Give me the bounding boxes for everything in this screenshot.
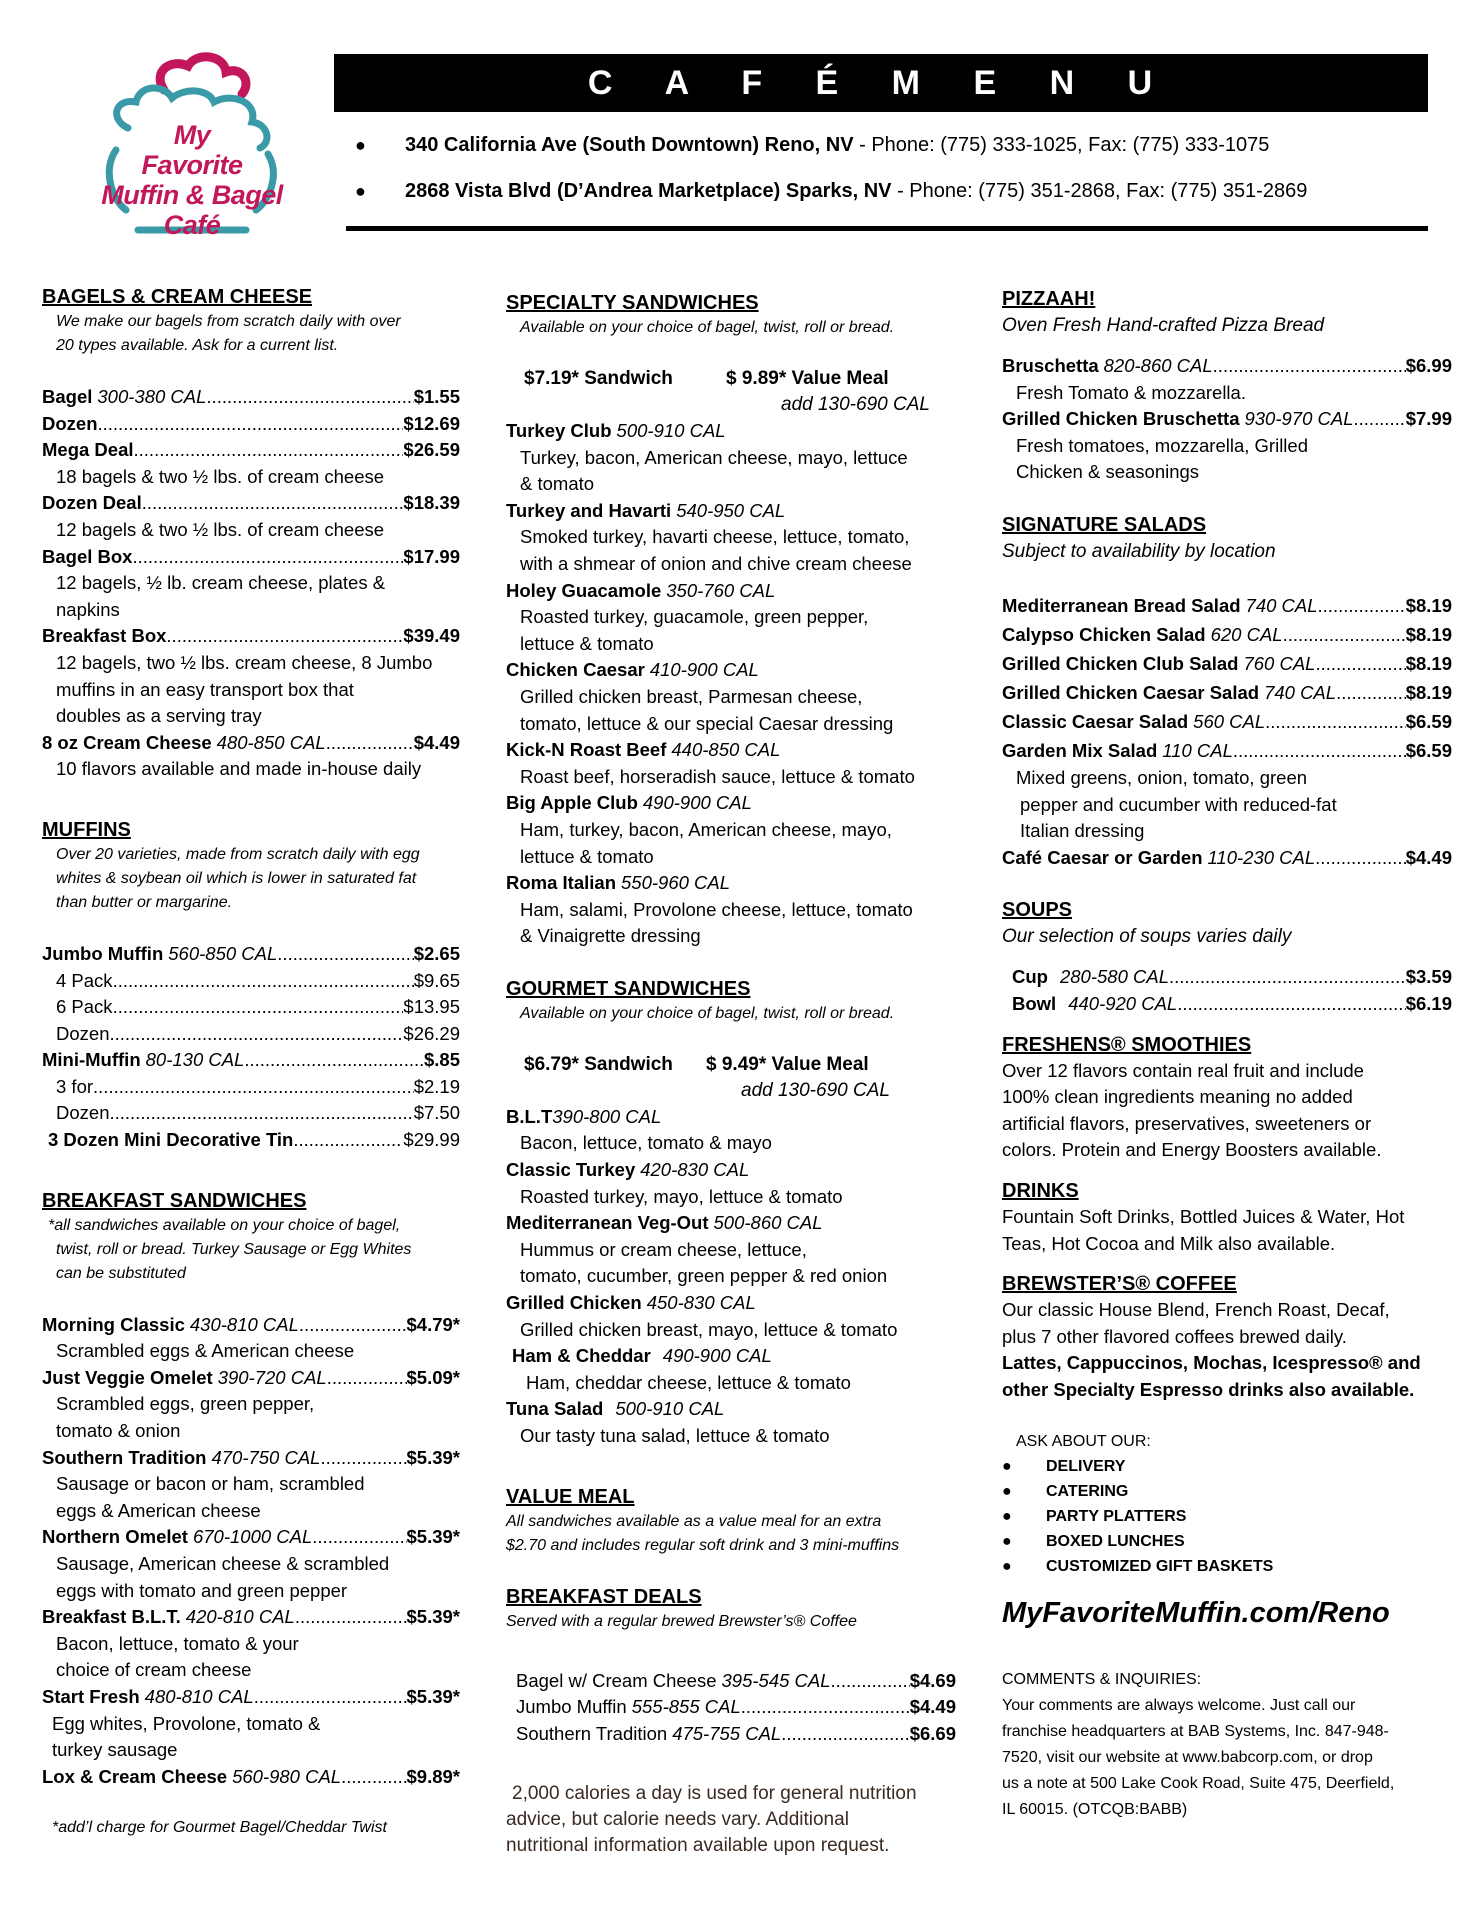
section-text: Over 12 flavors contain real fruit and include — [1002, 1059, 1364, 1081]
item-description: Roasted turkey, mayo, lettuce & tomato — [520, 1185, 843, 1207]
item-description: Chicken & seasonings — [1016, 461, 1200, 483]
page-title: C A F É M E N U — [334, 54, 1428, 112]
item-description: Roasted turkey, guacamole, green pepper, — [520, 606, 869, 628]
section-note: than butter or margarine. — [56, 893, 233, 911]
logo-line-1: My — [173, 120, 211, 150]
menu-item: Jumbo Muffin 555-855 CAL ..... $4.49 — [506, 1694, 956, 1721]
item-description: 18 bagels & two ½ lbs. of cream cheese — [56, 465, 385, 487]
section-note: 20 types available. Ask for a current list. — [56, 337, 339, 354]
menu-item: Bagel 300-380 CAL ..... $1.55 — [42, 384, 460, 411]
menu-item: Bruschetta 820-860 CAL ..... $6.99 — [1002, 353, 1452, 380]
section-title-salads: SIGNATURE SALADS — [1002, 513, 1207, 536]
menu-item: Grilled Chicken 450-830 CAL — [506, 1292, 756, 1314]
item-description: Ham, turkey, bacon, American cheese, mayo, — [520, 818, 892, 840]
item-description: Sausage, American cheese & scrambled — [56, 1553, 390, 1574]
item-description: Roast beef, horseradish sauce, lettuce & tomato — [520, 765, 915, 787]
section-text: 100% clean ingredients meaning no added — [1002, 1086, 1353, 1108]
logo-text — [92, 120, 292, 240]
list-item: ● DELIVERY — [1002, 1454, 1452, 1479]
section-note: whites & soybean oil which is lower in saturated fat — [56, 869, 417, 887]
cafe-logo — [92, 50, 292, 240]
menu-item: Breakfast Box ..... $39.49 — [42, 623, 460, 650]
section-title-muffins: MUFFINS — [42, 818, 131, 841]
section-title-breakfast-deals: BREAKFAST DEALS — [506, 1585, 702, 1608]
section-note: Subject to availability by location — [1002, 540, 1276, 562]
menu-subitem: 3 for ..... $2.19 — [42, 1074, 460, 1101]
section-title-gourmet: GOURMET SANDWICHES — [506, 977, 751, 1000]
footnote: *add’l charge for Gourmet Bagel/Cheddar Twist — [52, 1819, 387, 1837]
section-title-drinks: DRINKS — [1002, 1179, 1079, 1202]
menu-item: Bowl 440-920 CAL ..... $6.19 — [1002, 991, 1452, 1018]
section-text: other Specialty Espresso drinks also available. — [1002, 1378, 1415, 1400]
section-text: Fountain Soft Drinks, Bottled Juices & Water, Hot — [1002, 1205, 1405, 1227]
section-title-bagels: BAGELS & CREAM CHEESE — [42, 286, 313, 308]
price-row: $6.79* Sandwich $ 9.49* Value Meal — [524, 1053, 869, 1075]
website-link[interactable]: MyFavoriteMuffin.com/Reno — [1002, 1597, 1390, 1630]
section-note: Our selection of soups varies daily — [1002, 926, 1292, 948]
menu-item: Bagel Box ..... $17.99 — [42, 544, 460, 571]
section-note: All sandwiches available as a value meal for an extra — [506, 1512, 882, 1530]
section-title-specialty: SPECIALTY SANDWICHES — [506, 292, 759, 314]
section-title-value-meal: VALUE MEAL — [506, 1485, 635, 1508]
menu-subitem: 4 Pack ..... $9.65 — [42, 968, 460, 995]
section-note: Over 20 varieties, made from scratch daily with egg — [56, 845, 420, 863]
item-description: Ham, cheddar cheese, lettuce & tomato — [526, 1371, 851, 1393]
item-description: eggs & American cheese — [56, 1499, 261, 1521]
menu-item: Dozen Deal ..... $18.39 — [42, 490, 460, 517]
meal-calories: add 130-690 CAL — [781, 394, 930, 415]
menu-item: Grilled Chicken Bruschetta 930-970 CAL ..... $7.99 — [1002, 406, 1452, 433]
item-description: Scrambled eggs, green pepper, — [56, 1393, 315, 1415]
menu-item: Big Apple Club 490-900 CAL — [506, 792, 752, 814]
section-text: artificial flavors, preservatives, sweeteners or — [1002, 1112, 1372, 1134]
address-sparks-location: 2868 Vista Blvd (D’Andrea Marketplace) Sparks, NV — [405, 180, 892, 202]
item-description: choice of cream cheese — [56, 1659, 252, 1681]
address-sparks-phone: - Phone: (775) 351-2868, Fax: (775) 351-2869 — [891, 180, 1308, 202]
section-text: colors. Protein and Energy Boosters available. — [1002, 1139, 1382, 1161]
logo-line-4: Café — [163, 210, 221, 240]
item-description: tomato, lettuce & our special Caesar dressing — [520, 712, 894, 734]
list-item: ● BOXED LUNCHES — [1002, 1529, 1452, 1554]
item-description: eggs with tomato and green pepper — [56, 1579, 348, 1601]
item-description: with a shmear of onion and chive cream cheese — [520, 552, 912, 574]
item-description: lettuce & tomato — [520, 845, 654, 867]
item-description: Italian dressing — [1020, 820, 1145, 842]
calorie-note: advice, but calorie needs vary. Additional — [506, 1809, 849, 1831]
menu-item: Just Veggie Omelet 390-720 CAL ..... $5.09* — [42, 1365, 460, 1392]
bullet-icon: ● — [355, 135, 366, 155]
list-item: ● CATERING — [1002, 1479, 1452, 1504]
menu-item: Jumbo Muffin 560-850 CAL ..... $2.65 — [42, 941, 460, 968]
section-note: Available on your choice of bagel, twist, roll or bread. — [520, 319, 895, 336]
comments-text: IL 60015. (OTCQB:BABB) — [1002, 1801, 1188, 1819]
item-description: 12 bagels, two ½ lbs. cream cheese, 8 Jumbo — [56, 651, 433, 673]
item-description: 10 flavors available and made in-house daily — [56, 758, 422, 780]
logo-line-3: Muffin & Bagel — [101, 180, 283, 210]
menu-item: Chicken Caesar 410-900 CAL — [506, 659, 759, 681]
menu-item: Start Fresh 480-810 CAL ..... $5.39* — [42, 1684, 460, 1711]
menu-item: Café Caesar or Garden 110-230 CAL ..... $4.49 — [1002, 845, 1452, 872]
menu-item: Kick-N Roast Beef 440-850 CAL — [506, 739, 781, 761]
item-description: Our tasty tuna salad, lettuce & tomato — [520, 1425, 830, 1446]
menu-item: Southern Tradition 470-750 CAL ..... $5.39* — [42, 1445, 460, 1472]
menu-item: Cup 280-580 CAL ..... $3.59 — [1002, 964, 1452, 991]
comments-text: 7520, visit our website at www.babcorp.com, or drop — [1002, 1749, 1373, 1767]
address-reno-phone: - Phone: (775) 333-1025, Fax: (775) 333-1075 — [853, 134, 1270, 156]
menu-item: Breakfast B.L.T. 420-810 CAL ..... $5.39* — [42, 1604, 460, 1631]
item-description: Turkey, bacon, American cheese, mayo, lettuce — [520, 446, 908, 468]
section-text: Teas, Hot Cocoa and Milk also available. — [1002, 1232, 1336, 1254]
section-note: We make our bagels from scratch daily with over — [56, 313, 401, 330]
calorie-note: nutritional information available upon request. — [506, 1835, 890, 1857]
menu-item: Classic Caesar Salad 560 CAL ..... $6.59 — [1002, 707, 1452, 736]
comments-text: franchise headquarters at BAB Systems, Inc. 847-948- — [1002, 1723, 1389, 1741]
menu-item: Bagel w/ Cream Cheese 395-545 CAL ..... $4.69 — [506, 1668, 956, 1695]
price-row: $7.19* Sandwich $ 9.89* Value Meal — [524, 368, 889, 389]
column-middle — [506, 290, 956, 1859]
bullet-icon: ● — [355, 181, 366, 201]
section-note: can be substituted — [56, 1264, 186, 1282]
menu-item: Southern Tradition 475-755 CAL ..... $6.69 — [506, 1721, 956, 1748]
bullet-icon: ● — [1002, 1458, 1012, 1476]
item-description: Bacon, lettuce, tomato & your — [56, 1632, 299, 1654]
list-item: ● CUSTOMIZED GIFT BASKETS — [1002, 1554, 1452, 1579]
menu-item: 3 Dozen Mini Decorative Tin ..... $29.99 — [42, 1127, 460, 1154]
section-title-coffee: BREWSTER’S® COFFEE — [1002, 1273, 1237, 1296]
column-right — [1002, 286, 1452, 1823]
section-note: Available on your choice of bagel, twist, roll or bread. — [520, 1004, 895, 1022]
bullet-icon: ● — [1002, 1508, 1012, 1526]
menu-item: Lox & Cream Cheese 560-980 CAL ..... $9.89* — [42, 1764, 460, 1791]
section-note: *all sandwiches available on your choice of bagel, — [48, 1216, 401, 1234]
item-description: Grilled chicken breast, mayo, lettuce & tomato — [520, 1318, 898, 1340]
menu-item: Turkey and Havarti 540-950 CAL — [506, 499, 786, 521]
item-description: & tomato — [520, 473, 595, 495]
menu-item: Mediterranean Bread Salad 740 CAL ..... $8.19 — [1002, 591, 1452, 620]
item-description: napkins — [56, 598, 120, 620]
menu-item: Holey Guacamole 350-760 CAL — [506, 579, 776, 601]
menu-item: Garden Mix Salad 110 CAL ..... $6.59 — [1002, 736, 1452, 765]
item-description: Fresh Tomato & mozzarella. — [1016, 381, 1246, 403]
logo-line-2: Favorite — [141, 150, 243, 180]
item-description: & Vinaigrette dressing — [520, 925, 701, 947]
section-note: Oven Fresh Hand-crafted Pizza Bread — [1002, 315, 1325, 336]
section-title-soups: SOUPS — [1002, 899, 1073, 922]
item-description: Ham, salami, Provolone cheese, lettuce, tomato — [520, 898, 913, 920]
comments-title: COMMENTS & INQUIRIES: — [1002, 1671, 1202, 1689]
menu-item: Grilled Chicken Caesar Salad 740 CAL ..... $8.19 — [1002, 678, 1452, 707]
ask-about-title: ASK ABOUT OUR: — [1016, 1433, 1151, 1451]
menu-item: Mega Deal ..... $26.59 — [42, 437, 460, 464]
item-description: Bacon, lettuce, tomato & mayo — [520, 1132, 772, 1154]
section-text: plus 7 other flavored coffees brewed daily. — [1002, 1325, 1347, 1347]
menu-item: Roma Italian 550-960 CAL — [506, 872, 731, 894]
meal-calories: add 130-690 CAL — [741, 1079, 890, 1101]
menu-item: Tuna Salad 500-910 CAL — [506, 1398, 725, 1420]
comments-text: Your comments are always welcome. Just call our — [1002, 1697, 1356, 1715]
item-description: Smoked turkey, havarti cheese, lettuce, tomato, — [520, 526, 910, 548]
menu-item: Mini-Muffin 80-130 CAL ..... $.85 — [42, 1047, 460, 1074]
item-description: tomato, cucumber, green pepper & red onion — [520, 1265, 888, 1287]
section-title-smoothies: FRESHENS® SMOOTHIES — [1002, 1033, 1252, 1056]
section-text: Our classic House Blend, French Roast, Decaf, — [1002, 1299, 1390, 1321]
item-description: 12 bagels & two ½ lbs. of cream cheese — [56, 518, 385, 540]
item-description: Mixed greens, onion, tomato, green — [1016, 766, 1308, 788]
menu-item: Morning Classic 430-810 CAL ..... $4.79* — [42, 1312, 460, 1339]
menu-subitem: 6 Pack ..... $13.95 — [42, 994, 460, 1021]
menu-item: Grilled Chicken Club Salad 760 CAL ..... $8.19 — [1002, 649, 1452, 678]
section-note: twist, roll or bread. Turkey Sausage or Egg Whites — [56, 1240, 412, 1258]
menu-item: Ham & Cheddar 490-900 CAL — [512, 1345, 772, 1367]
item-description: Egg whites, Provolone, tomato & — [52, 1712, 321, 1734]
item-description: 12 bagels, ½ lb. cream cheese, plates & — [56, 572, 386, 594]
section-title-breakfast-sandwiches: BREAKFAST SANDWICHES — [42, 1189, 307, 1212]
item-description: lettuce & tomato — [520, 632, 654, 654]
calorie-note: 2,000 calories a day is used for general nutrition — [512, 1783, 917, 1805]
menu-item: Turkey Club 500-910 CAL — [506, 420, 726, 441]
comments-text: us a note at 500 Lake Cook Road, Suite 475, Deerfield, — [1002, 1775, 1395, 1793]
menu-subitem: Dozen ..... $7.50 — [42, 1100, 460, 1127]
column-left — [42, 284, 460, 1840]
section-note: $2.70 and includes regular soft drink and 3 mini-muffins — [506, 1536, 900, 1554]
bullet-icon: ● — [1002, 1558, 1012, 1576]
item-description: tomato & onion — [56, 1420, 181, 1442]
menu-item: Calypso Chicken Salad 620 CAL ..... $8.19 — [1002, 620, 1452, 649]
bullet-icon: ● — [1002, 1533, 1012, 1551]
item-description: Fresh tomatoes, mozzarella, Grilled — [1016, 434, 1308, 456]
item-description: Sausage or bacon or ham, scrambled — [56, 1473, 365, 1495]
item-description: Scrambled eggs & American cheese — [56, 1340, 355, 1362]
item-description: doubles as a serving tray — [56, 705, 262, 727]
item-description: pepper and cucumber with reduced-fat — [1020, 793, 1337, 815]
item-description: Hummus or cream cheese, lettuce, — [520, 1238, 807, 1260]
section-title-pizza: PIZZAAH! — [1002, 288, 1096, 310]
address-reno-location: 340 California Ave (South Downtown) Reno, NV — [405, 134, 854, 156]
header-divider — [346, 226, 1428, 231]
menu-item: Northern Omelet 670-1000 CAL ..... $5.39* — [42, 1524, 460, 1551]
bullet-icon: ● — [1002, 1483, 1012, 1501]
section-note: Served with a regular brewed Brewster’s® Coffee — [506, 1612, 857, 1630]
menu-subitem: Dozen ..... $26.29 — [42, 1021, 460, 1048]
item-description: muffins in an easy transport box that — [56, 678, 354, 700]
menu-item: Dozen ..... $12.69 — [42, 411, 460, 438]
menu-item: Mediterranean Veg-Out 500-860 CAL — [506, 1212, 823, 1234]
item-description: Grilled chicken breast, Parmesan cheese, — [520, 685, 863, 707]
menu-item: B.L.T 390-800 CAL — [506, 1105, 662, 1127]
item-description: turkey sausage — [52, 1739, 178, 1761]
section-text: Lattes, Cappuccinos, Mochas, Icespresso® and — [1002, 1352, 1421, 1374]
list-item: ● PARTY PLATTERS — [1002, 1504, 1452, 1529]
menu-item: Classic Turkey 420-830 CAL — [506, 1159, 750, 1181]
menu-item: 8 oz Cream Cheese 480-850 CAL ..... $4.49 — [42, 730, 460, 757]
